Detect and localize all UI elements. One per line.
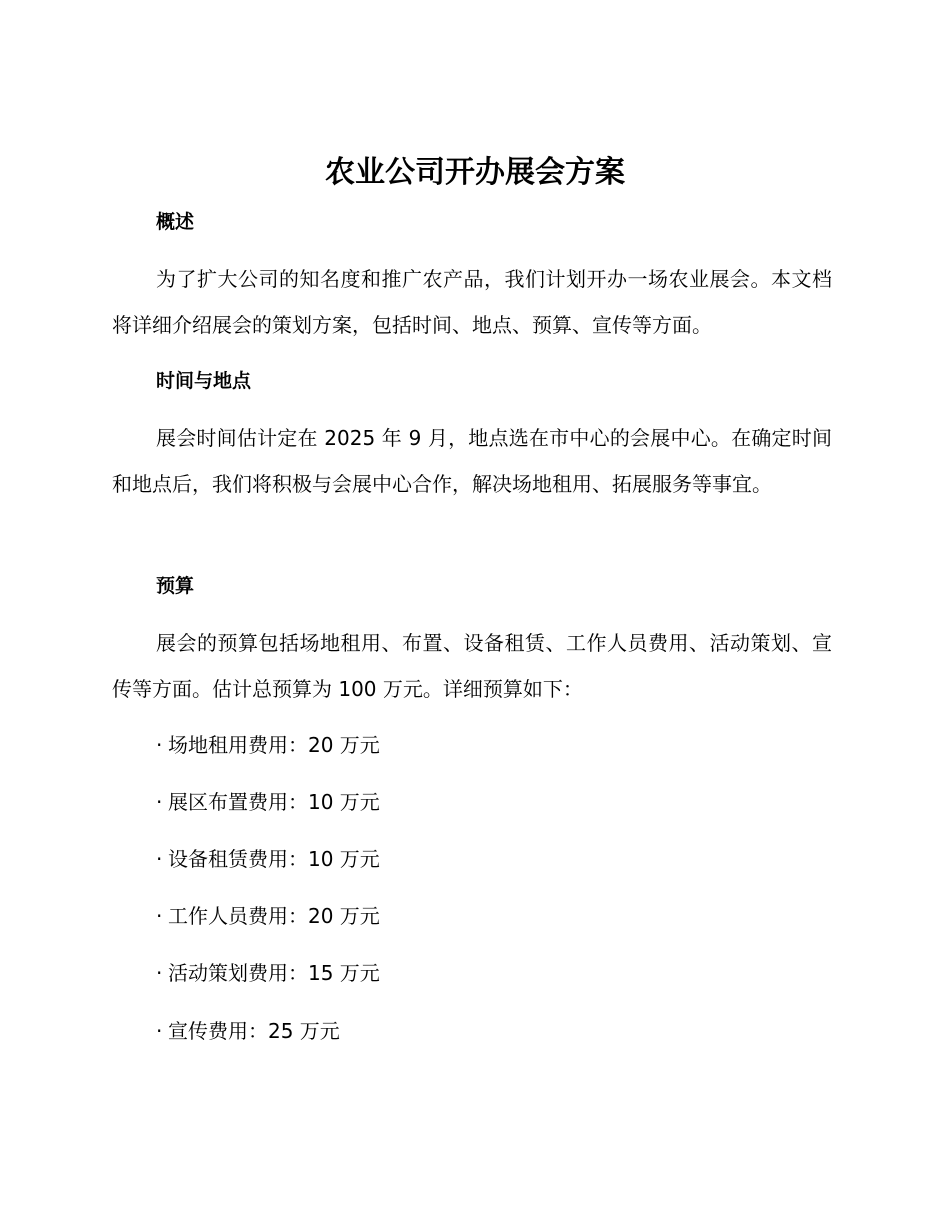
budget-item-text: 活动策划费用：15 万元 xyxy=(168,961,380,985)
budget-list-item xyxy=(156,844,380,874)
section-heading-time-location: 时间与地点 xyxy=(156,370,252,392)
paragraph-overview: 为了扩大公司的知名度和推广农产品，我们计划开办一场农业展会。本文档将详细介绍展会的策划方案，包括时间、地点、预算、宣传等方面。 xyxy=(112,267,832,337)
budget-list-item xyxy=(156,901,380,931)
document-title: 农业公司开办展会方案 xyxy=(325,155,625,190)
bullet-marker: · xyxy=(156,961,163,985)
section-heading-budget: 预算 xyxy=(156,575,195,597)
bullet-marker: · xyxy=(156,904,163,928)
paragraph-time-location: 展会时间估计定在 2025 年 9 月，地点选在市中心的会展中心。在确定时间和地点后，我们将积极与会展中心合作，解决场地租用、拓展服务等事宜。 xyxy=(112,426,832,496)
bullet-marker: · xyxy=(156,733,163,757)
section-heading-overview: 概述 xyxy=(156,211,195,233)
bullet-marker: · xyxy=(156,1019,163,1043)
budget-list-item xyxy=(156,958,380,988)
budget-item-text: 场地租用费用：20 万元 xyxy=(168,733,380,757)
budget-list-item xyxy=(156,1016,340,1046)
budget-item-text: 工作人员费用：20 万元 xyxy=(168,904,380,928)
budget-item-text: 宣传费用：25 万元 xyxy=(168,1019,340,1043)
budget-list-item xyxy=(156,730,380,760)
budget-list-item xyxy=(156,787,380,817)
budget-item-text: 展区布置费用：10 万元 xyxy=(168,790,380,814)
bullet-marker: · xyxy=(156,847,163,871)
paragraph-budget: 展会的预算包括场地租用、布置、设备租赁、工作人员费用、活动策划、宣传等方面。估计总预算为 100 万元。详细预算如下： xyxy=(112,631,832,701)
budget-item-text: 设备租赁费用：10 万元 xyxy=(168,847,380,871)
bullet-marker: · xyxy=(156,790,163,814)
